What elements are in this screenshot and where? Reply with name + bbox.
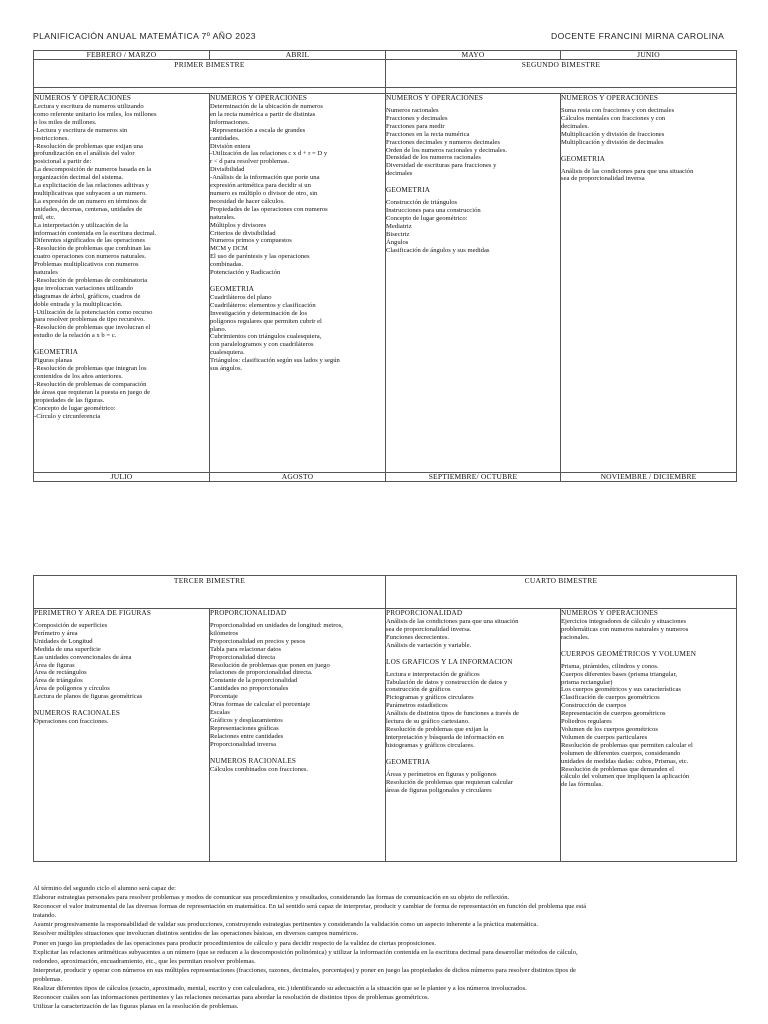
- content-line: Proporcionalidad inversa: [210, 740, 277, 748]
- content-line: Densidad de los numeros racionales: [386, 154, 481, 162]
- content-line: unidades de medidas dadas: cubos, Prismas, etc.: [561, 757, 689, 765]
- content-line: Suma resta con fracciones y con decimales: [561, 107, 675, 114]
- content-line: unidades, decenas, centenas, unidades de: [34, 205, 143, 213]
- content-line: volumen de diferentes cuerpos, considerando: [561, 749, 681, 757]
- month-footer: SEPTIEMBRE/ OCTUBRE: [386, 473, 561, 482]
- content-line: Numeros primos y compuestos: [210, 237, 292, 245]
- content-line: Proporcionalidad en precios y pesos: [210, 637, 306, 645]
- content-line: Parámetros estadísticos: [386, 702, 448, 710]
- content-line: Fracciones decimales y numeros decimales: [386, 138, 500, 146]
- content-cell: [34, 609, 210, 862]
- block-gap: [386, 178, 560, 186]
- content-line: Representación de cuerpos geométricos: [561, 710, 666, 718]
- content-line: Proporcionalidad en unidades de longitud: metros,: [210, 622, 343, 629]
- content-line: Tabla para relacionar datos: [210, 645, 282, 653]
- bimester-header: PRIMER BIMESTRE: [34, 60, 386, 88]
- content-line: Composición de superficies: [34, 622, 108, 629]
- content-line: información contenida en la escritura decimal.: [34, 229, 157, 237]
- content-line: Multiplicación y división de fracciones: [561, 130, 665, 138]
- month-header: MAYO: [386, 51, 561, 60]
- content-line: Cálculos mentales con fracciones y con: [561, 114, 666, 122]
- content-line: Análisis de las condiciones para que una situación: [386, 618, 519, 625]
- content-line: doble entrada y la multiplicación.: [34, 300, 123, 308]
- content-line: o los miles de millones.: [34, 118, 97, 126]
- section-title: NUMEROS Y OPERACIONES: [210, 94, 308, 102]
- month-header: ABRIL: [210, 51, 386, 60]
- month-footer: AGOSTO: [210, 473, 386, 482]
- content-line: -Círculo y circunferencia: [34, 412, 101, 420]
- content-line: que involucran variaciones utilizando: [34, 284, 134, 292]
- plan-table-second-semester: [33, 575, 737, 862]
- section-title: GEOMETRIA: [34, 348, 79, 357]
- section-title: GEOMETRIA: [210, 284, 255, 293]
- objective-line: Utilizar la caracterización de las figuras planas en la resolución de problemas.: [33, 1003, 239, 1011]
- content-line: Diferentes significados de las operaciones: [34, 237, 145, 245]
- section-title: NUMEROS RACIONALES: [210, 756, 297, 765]
- section-title: PROPORCIONALIDAD: [210, 609, 287, 617]
- content-line: Área de triángulos: [34, 677, 83, 685]
- content-line: Cuadriláteros del plano: [210, 293, 272, 301]
- content-line: para resolver problemas de tipo recursivo.: [34, 316, 145, 324]
- content-line: construcción de gráficos: [386, 686, 451, 694]
- objective-line: tratando.: [33, 912, 57, 920]
- content-line: Orden de los numeros racionales y decimales.: [386, 146, 508, 154]
- content-line: Escalas: [210, 708, 230, 716]
- content-line: Gráficos y desplazamientos: [210, 716, 283, 724]
- content-line: Área de figuras: [34, 661, 75, 669]
- objective-line: Resolver múltiples situaciones que involucran distintos sentidos de las operaciones básicas, en diversos campos numéricos.: [33, 930, 359, 938]
- content-line: Medida de una superficie: [34, 645, 101, 653]
- content-line: Cuadriláteros: elementos y clasificación: [210, 301, 316, 309]
- section-title: NUMEROS Y OPERACIONES: [561, 609, 659, 617]
- content-line: Porcentaje: [210, 693, 238, 701]
- block-gap: [561, 147, 736, 155]
- content-line: Áreas y perímetros en figuras y polígonos: [386, 770, 497, 778]
- content-line: relaciones de proporcionalidad directa.: [210, 669, 313, 677]
- content-line: La expresión de un numero en términos de: [34, 197, 147, 205]
- block-gap: [386, 650, 560, 658]
- content-line: multiplicativas que subyacen a un numero.: [34, 189, 147, 197]
- content-line: kilómetros: [210, 629, 239, 637]
- content-line: Ejercicios integradores de cálculo y situaciones: [561, 618, 687, 625]
- content-line: Poliedros regulares: [561, 718, 612, 726]
- content-line: restricciones.: [34, 134, 69, 142]
- content-line: Representaciones gráficas: [210, 724, 279, 732]
- content-line: sea de proporcionalidad inversa: [561, 175, 645, 183]
- content-line: áreas de figuras poligonales y circulares: [386, 786, 492, 794]
- objective-line: Poner en juego las propiedades de las operaciones para producir procedimientos de cálculo y para decidir respecto de la validez de ciertas proposiciones.: [33, 939, 436, 947]
- content-line: Operaciones con fracciones.: [34, 718, 109, 726]
- content-line: Cuerpos diferentes bases (prisma triangular,: [561, 670, 678, 678]
- teacher-name: DOCENTE FRANCINI MIRNA CAROLINA: [551, 31, 725, 41]
- content-line: -Utilización de la potenciación como recurso: [34, 308, 153, 316]
- content-line: Perímetro y área: [34, 629, 78, 637]
- content-line: -Utilización de las relaciones c x d + r = D y: [210, 150, 328, 158]
- content-line: Volumen de cuerpos particulares: [561, 733, 648, 741]
- content-line: Fracciones en la recta numérica: [386, 130, 470, 138]
- content-line: lectura de su gráfico cartesiano.: [386, 718, 470, 726]
- content-line: Constante de la proporcionalidad: [210, 677, 298, 685]
- objective-line: problemas.: [33, 975, 63, 983]
- objective-line: Realizar diferentes tipos de cálculos (exacto, aproximado, mental, escrito y con calculadora, etc.) identificando su adecuación a la situación que se le plantee y a los números involucrados.: [33, 985, 527, 993]
- content-line: Pictogramas y gráficos circulares: [386, 694, 474, 702]
- content-line: Cubrimientos con triángulos cualesquiera,: [210, 333, 322, 341]
- content-line: Múltiplos y divisores: [210, 221, 267, 229]
- content-line: propiedades de las figuras.: [34, 396, 105, 404]
- content-cell: [561, 94, 737, 473]
- content-line: problemáticas con numeros naturales y numeros: [561, 625, 689, 633]
- content-line: Unidades de Longitud: [34, 637, 93, 645]
- content-line: Criterios de divisibilidad: [210, 229, 276, 237]
- content-line: Triángulos: clasificación según sus lados y según: [210, 357, 340, 365]
- content-line: organización decimal del sistema.: [34, 174, 124, 182]
- content-line: Funciones decrecientes.: [386, 633, 449, 641]
- content-line: Investigación y determinación de los: [210, 309, 308, 317]
- content-line: -Resolución de problemas de combinatoria: [34, 276, 148, 284]
- content-line: Lectura e interpretación de gráficos: [386, 670, 480, 678]
- content-line: posicional a partir de:: [34, 158, 92, 166]
- block-gap: [210, 277, 385, 285]
- content-line: La explicitación de las relaciones aditivas y: [34, 182, 149, 190]
- block-gap: [386, 750, 560, 758]
- block-gap: [561, 642, 736, 650]
- content-cell: [386, 609, 561, 862]
- content-line: -Resolución de problemas que exijan una: [34, 142, 143, 150]
- objective-line: Interpretar, producir y operar con números en sus múltiples representaciones (fracciones, razones, decimales, porcentajes) y poner en juego las propiedades de dichos números para resolver distintos tipos de: [33, 966, 576, 974]
- content-line: necesidad de hacer cálculos.: [210, 197, 285, 205]
- content-line: -Resolución de problemas de comparación: [34, 380, 147, 388]
- objective-line: Al término del segundo ciclo el alumno será capaz de:: [33, 885, 176, 892]
- content-line: Concepto de lugar geométrico:: [34, 404, 116, 412]
- content-line: Clasificación de cuerpos geométricos: [561, 694, 660, 702]
- content-line: Área de rectángulos: [34, 669, 87, 677]
- bimester-header: SEGUNDO BIMESTRE: [386, 60, 737, 88]
- content-line: combinadas.: [210, 261, 244, 269]
- content-line: Divisibilidad: [210, 166, 245, 174]
- section-title: PERIMETRO Y AREA DE FIGURAS: [34, 609, 152, 617]
- content-line: Otras formas de calcular el porcentaje: [210, 701, 311, 709]
- content-line: Divisiòn entera: [210, 142, 251, 150]
- section-title: NUMEROS Y OPERACIONES: [34, 94, 132, 102]
- content-line: Las unidades convencionales de área: [34, 653, 132, 661]
- section-title: GEOMETRIA: [386, 757, 431, 766]
- content-line: Análisis de variación y variable.: [386, 641, 472, 649]
- objective-line: Asumir progresivamente la responsabilidad de validar sus producciones, construyendo estrategias pertinentes y considerando la validación como un aspecto inherente a la práctica matemática.: [33, 921, 538, 929]
- content-line: Proporcionalidad directa: [210, 653, 275, 661]
- content-line: Fracciones y decimales: [386, 114, 448, 122]
- content-line: Área de polígonos y círculos: [34, 685, 110, 693]
- bimester-header: TERCER BIMESTRE: [34, 576, 386, 609]
- content-line: Lectura de planos de figuras geométricas: [34, 693, 143, 701]
- content-line: Resolución de problemas que exijan la: [386, 725, 489, 733]
- content-line: -Resolución de problemas que involucran el: [34, 324, 151, 332]
- content-line: Ángulos: [386, 238, 409, 246]
- objective-line: redondeo, aproximación, encuadramiento, etc., que les permitan resolver problemas.: [33, 957, 256, 965]
- content-line: Cantidades no proporcionales: [210, 685, 289, 693]
- content-line: decimales: [386, 170, 413, 178]
- content-line: Propiedades de las operaciones con numeros: [210, 205, 328, 213]
- content-line: contenidos de los años anteriores.: [34, 373, 123, 380]
- content-line: Fracciones para medir: [386, 122, 445, 130]
- plan-table-first-semester: [33, 50, 737, 482]
- block-gap: [34, 340, 209, 348]
- content-line: Concepto de lugar geométrico:: [386, 214, 468, 222]
- content-line: Cálculos combinados con fracciones.: [210, 765, 309, 773]
- content-line: El uso de paréntesis y las operaciones: [210, 253, 310, 261]
- content-line: Bisectriz: [386, 230, 410, 238]
- content-line: de áreas que requieran la puesta en juego de: [34, 388, 151, 396]
- content-line: polígonos regulares que permiten cubrir el: [210, 317, 322, 325]
- content-line: Construcción de triángulos: [386, 199, 458, 207]
- content-line: interpretación y búsqueda de información en: [386, 733, 504, 741]
- objective-line: Elaborar estrategias personales para resolver problemas y modos de comunicar sus procedimientos y resultados, considerando las formas de comunicación en su objeto de reflexión.: [33, 894, 510, 902]
- content-line: Mediatriz: [386, 222, 412, 230]
- content-line: Relaciones entre cantidades: [210, 732, 284, 740]
- objective-line: Reconocer el valor instrumental de las diversas formas de representación en matemática. En tal sentido será capaz de interpretar, producir y cambiar de forma de representación en función del problema que está: [33, 903, 587, 911]
- content-cell: [34, 94, 210, 473]
- content-line: informaciones.: [210, 118, 250, 126]
- content-line: sea de proporcionalidad inversa.: [386, 625, 472, 633]
- content-line: Resolución de problemas que permiten calcular el: [561, 741, 693, 749]
- content-line: Lectura y escritura de numeros utilizando: [34, 103, 144, 110]
- content-line: Los cuerpos geométricos y sus características: [561, 686, 681, 694]
- block-gap: [34, 701, 209, 709]
- content-line: Resolución de problemas que requieran calcular: [386, 778, 513, 786]
- month-header: FEBRERO / MARZO: [34, 51, 210, 60]
- content-line: -Resolución de problemas que combinan las: [34, 245, 151, 253]
- section-title: NUMEROS Y OPERACIONES: [561, 94, 659, 102]
- content-line: expresión aritmética para decidir si un: [210, 182, 311, 190]
- month-header: JUNIO: [561, 51, 737, 60]
- objective-line: Explicitar las relaciones aritméticas subyacentes a un número (que se reducen a la descomposición polinómica) y utilizar la información contenida en la escritura decimal para desarrollar métodos de cálculo,: [33, 948, 578, 956]
- section-title: GEOMETRIA: [386, 186, 431, 195]
- content-line: Análisis de las condiciones para que una situación: [561, 167, 694, 175]
- content-line: Prisma, pirámides, cilindros y conos.: [561, 662, 659, 670]
- content-line: en la recta numérica a partir de distintas: [210, 110, 316, 118]
- content-line: decimales.: [561, 122, 590, 130]
- content-cell: [210, 609, 386, 862]
- content-line: Multiplicación y división de decimales: [561, 138, 664, 146]
- content-line: prisma rectangular): [561, 678, 613, 686]
- content-line: Potenciación y Radicación: [210, 269, 281, 277]
- section-title: CUERPOS GEOMÉTRICOS Y VOLUMEN: [561, 649, 697, 658]
- content-line: diagramas de árbol, gráficos, cuadros de: [34, 292, 141, 300]
- bimester-header: CUARTO BIMESTRE: [386, 576, 737, 609]
- month-footer: NOVIEMBRE / DICIEMBRE: [561, 473, 737, 482]
- content-line: naturales: [34, 269, 58, 277]
- objective-line: Reconocer cuáles son las informaciones pertinentes y las relaciones necesarias para abordar la resolución de distintos tipos de problemas geométricos.: [33, 994, 430, 1002]
- content-line: con paralelogramos y con cuadriláteros: [210, 341, 314, 349]
- content-line: profundización en el análisis del valor: [34, 150, 135, 158]
- content-line: Instrucciones para una construcción: [386, 207, 481, 215]
- content-line: Tabulación de datos y construcción de datos y: [386, 678, 508, 686]
- content-cell: [210, 94, 386, 473]
- content-line: Clasificación de ángulos y sus medidas: [386, 246, 490, 254]
- content-line: Volumen de los cuerpos geométricos: [561, 725, 658, 733]
- content-line: Numeros racionales: [386, 107, 439, 114]
- content-line: Análisis de distintos tipos de funciones a través de: [386, 710, 519, 718]
- learning-objectives: [33, 884, 738, 1011]
- content-line: Problemas multiplicativos con numeros: [34, 261, 139, 269]
- content-line: numero es múltiplo o divisor de otro, sin: [210, 189, 318, 197]
- page-title: PLANIFICACIÓN ANUAL MATEMÁTICA 7º AÑO 2023: [33, 31, 256, 41]
- content-cell: [386, 94, 561, 473]
- section-title: GEOMETRIA: [561, 154, 606, 163]
- content-line: cualesquiera.: [210, 349, 245, 357]
- content-line: -Resolución de problemas que integran los: [34, 365, 147, 373]
- content-line: -Representación a escala de grandes: [210, 126, 306, 134]
- content-line: Resolución de problemas que demanden el: [561, 765, 674, 773]
- content-line: cálculo del volumen que impliquen la aplicación: [561, 773, 690, 781]
- content-line: Construcción de cuerpos: [561, 702, 627, 710]
- content-line: Figuras planas: [34, 357, 73, 365]
- content-line: La interpretación y utilización de la: [34, 221, 128, 229]
- content-line: Determinación de la ubicación de numeros: [210, 103, 323, 110]
- content-line: histogramas y gráficos circulares.: [386, 741, 475, 749]
- month-footer: JULIO: [34, 473, 210, 482]
- content-line: racionales.: [561, 633, 590, 641]
- content-line: MCM y DCM: [210, 245, 248, 253]
- content-line: sus ángulos.: [210, 365, 243, 373]
- content-line: estudio de la relación a x b = c.: [34, 332, 117, 340]
- section-title: NUMEROS RACIONALES: [34, 709, 121, 718]
- content-line: Resolución de problemas que ponen en juego: [210, 661, 330, 669]
- content-cell: [561, 609, 737, 862]
- section-title: NUMEROS Y OPERACIONES: [386, 94, 484, 102]
- content-line: r < d para resolver problemas.: [210, 158, 290, 166]
- content-line: como referente unitario los miles, los millones: [34, 110, 157, 118]
- content-line: de las fórmulas.: [561, 781, 603, 789]
- content-line: La descomposición de numeros basada en la: [34, 166, 152, 174]
- content-line: -Análisis de la información que porte una: [210, 174, 320, 182]
- content-line: cuatro operaciones con numeros naturales.: [34, 253, 147, 261]
- content-line: mil, etc.: [34, 213, 56, 221]
- content-line: Diversidad de escrituras para fracciones y: [386, 162, 497, 170]
- section-title: LOS GRAFICOS Y LA INFORMACION: [386, 657, 513, 666]
- content-line: -Lectura y escritura de numeros sin: [34, 126, 128, 134]
- block-gap: [210, 749, 385, 757]
- content-line: plano.: [210, 325, 227, 333]
- content-line: cantidades.: [210, 134, 240, 142]
- section-title: PROPORCIONALIDAD: [386, 609, 463, 617]
- content-line: naturales.: [210, 213, 236, 221]
